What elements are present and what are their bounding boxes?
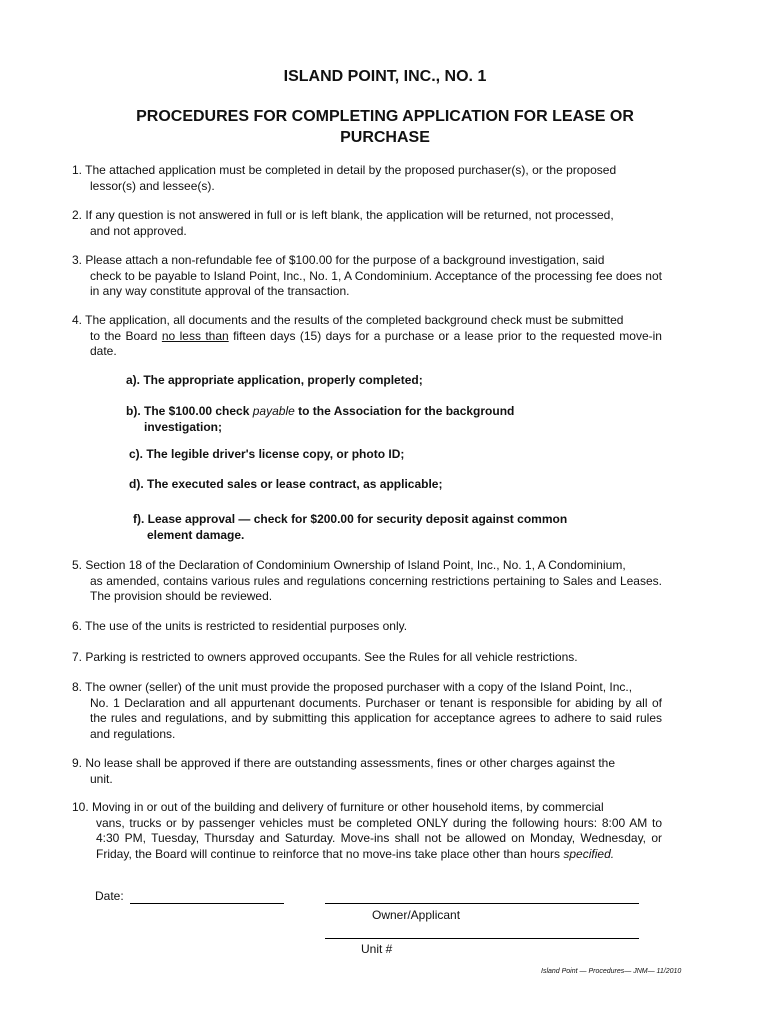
procedure-item-1 — [72, 163, 662, 194]
requirement-text: b). The $100.00 check — [126, 404, 250, 418]
requirement-text: f). Lease approval — check for $200.00 for security deposit against common — [133, 512, 568, 526]
item-number: 4. — [72, 313, 83, 327]
document-footer: Island Point — Procedures— JNM— 11/2010 — [541, 968, 682, 975]
item-number: 6. — [72, 619, 83, 633]
procedure-item-5 — [72, 558, 662, 605]
requirement-f — [133, 512, 603, 543]
item-text-continued: check to be payable to Island Point, Inc., No. 1, A Condominium. Acceptance of the processing fee does not in any way constitute approval of the transaction. — [90, 268, 662, 298]
procedure-item-6 — [72, 619, 662, 635]
requirement-c: c). The legible driver's license copy, or photo ID; — [129, 447, 405, 461]
item-text-continued: lessor(s) and lessee(s). — [90, 178, 215, 193]
item-text-part: to the Board — [90, 328, 158, 343]
item-text-continued — [72, 816, 662, 863]
requirement-d: d). The executed sales or lease contract, as applicable; — [129, 477, 443, 491]
item-number: 7. — [72, 650, 83, 664]
item-text-part: fifteen days (15) days for a purchase or a lease prior to the requested move-in date. — [90, 328, 662, 358]
item-number: 8. — [72, 680, 83, 694]
item-text-continued: No. 1 Declaration and all appurtenant documents. Purchaser or tenant is responsible for abiding by all of the rules and regulations, and by submitting this application for acceptance agrees to adhere to said rules and regulations. — [90, 695, 662, 741]
procedure-item-2 — [72, 208, 662, 239]
item-text: The attached application must be completed in detail by the proposed purchaser(s), or the proposed — [85, 163, 617, 177]
requirement-text-continued: investigation; — [144, 419, 223, 434]
owner-applicant-label: Owner/Applicant — [372, 908, 461, 922]
document-subtitle: PROCEDURES FOR COMPLETING APPLICATION FOR LEASE OR PURCHASE — [136, 108, 634, 146]
item-number: 3. — [72, 253, 83, 267]
item-text: The use of the units is restricted to residential purposes only. — [85, 619, 408, 633]
date-signature-line[interactable] — [130, 903, 284, 904]
item-text: The owner (seller) of the unit must provide the proposed purchaser with a copy of the Island Point, Inc., — [85, 680, 633, 694]
item-text-part: vans, trucks or by passenger vehicles must be completed ONLY during the following hours: 8:00 AM to 4:30 PM, Tuesday, Thursday and Saturday. Move-ins shall not be allowed on Monday, Wednesday, or Friday, the Board will continue to reinforce that no move-ins take place other than hours — [96, 815, 662, 861]
item-number: 10. — [72, 800, 89, 814]
procedure-item-10 — [72, 800, 662, 862]
item-text: Parking is restricted to owners approved occupants. See the Rules for all vehicle restrictions. — [85, 650, 578, 664]
item-number: 1. — [72, 163, 83, 177]
requirement-text-continued: element damage. — [147, 527, 245, 542]
item-number: 9. — [72, 756, 83, 770]
item-text: Section 18 of the Declaration of Condominium Ownership of Island Point, Inc., No. 1, A Condominium, — [85, 558, 626, 572]
item-text: If any question is not answered in full or is left blank, the application will be returned, not processed, — [85, 208, 614, 222]
item-text: The application, all documents and the results of the completed background check must be submitted — [85, 313, 624, 327]
italic-text: specified. — [563, 846, 615, 861]
item-text-continued: and not approved. — [90, 223, 187, 238]
requirement-italic-text: payable — [252, 404, 295, 418]
item-text-continued: as amended, contains various rules and regulations concerning restrictions pertaining to Sales and Leases. The provision should be reviewed. — [90, 573, 662, 603]
unit-signature-line[interactable] — [325, 938, 639, 939]
procedure-item-4 — [72, 313, 662, 360]
underlined-text: no less than — [161, 328, 229, 343]
unit-number-label: Unit # — [361, 942, 393, 956]
item-text: Moving in or out of the building and delivery of furniture or other household items, by commercial — [92, 800, 604, 814]
item-text: Please attach a non-refundable fee of $100.00 for the purpose of a background investigation, said — [85, 253, 605, 267]
item-number: 2. — [72, 208, 83, 222]
item-text-continued: unit. — [90, 771, 113, 786]
item-text: No lease shall be approved if there are outstanding assessments, fines or other charges against the — [85, 756, 616, 770]
procedure-item-9 — [72, 756, 662, 787]
document-title: ISLAND POINT, INC., NO. 1 — [283, 68, 487, 85]
requirement-text: to the Association for the background — [298, 404, 515, 418]
procedure-item-8 — [72, 680, 662, 742]
owner-signature-line[interactable] — [325, 903, 639, 904]
requirement-b — [126, 404, 556, 435]
procedure-item-3 — [72, 253, 662, 300]
item-number: 5. — [72, 558, 83, 572]
requirement-a: a). The appropriate application, properly completed; — [126, 373, 423, 387]
item-text-continued — [72, 329, 662, 360]
procedure-item-7 — [72, 650, 662, 666]
date-label: Date: — [95, 889, 124, 903]
